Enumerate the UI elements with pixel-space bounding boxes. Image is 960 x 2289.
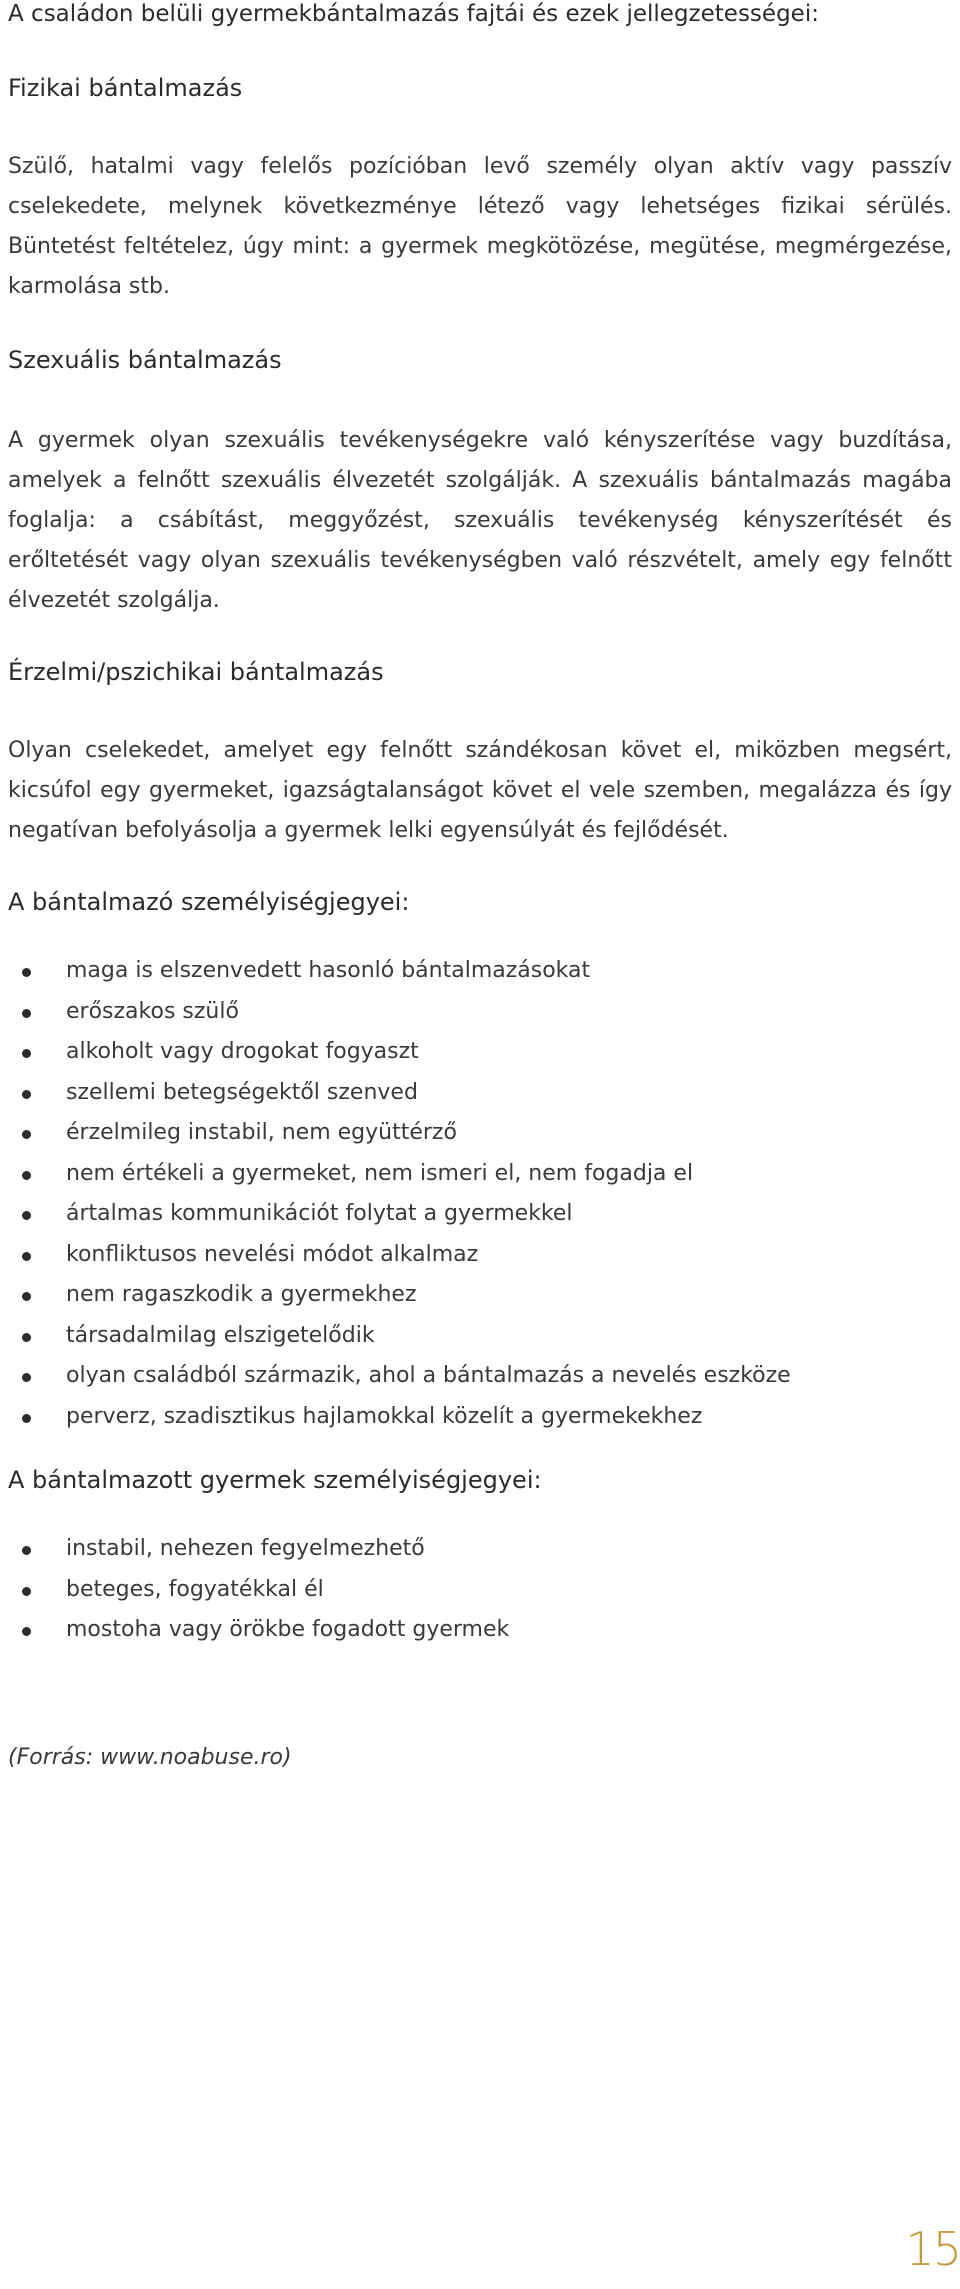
document-content — [8, 0, 952, 1773]
list-item: mostoha vagy örökbe fogadott gyermek — [8, 1610, 952, 1651]
abused-child-traits-title: A bántalmazott gyermek személyiségjegyei: — [8, 1466, 542, 1494]
section-text-physical: Szülő, hatalmi vagy felelős pozícióban levő személy olyan aktív vagy passzív cselekedete, melynek következménye létező vagy lehetséges fizikai sérülés. Büntetést feltételez, úgy mint: a gyermek megkötözése, megütése, megmérgezése, karmolása stb. — [8, 154, 952, 299]
section-title-emotional: Érzelmi/pszichikai bántalmazás — [8, 658, 384, 686]
list-item: ártalmas kommunikációt folytat a gyermekkel — [8, 1194, 952, 1235]
list-item: nem ragaszkodik a gyermekhez — [8, 1275, 952, 1316]
list-item: konfliktusos nevelési módot alkalmaz — [8, 1235, 952, 1276]
list-item: alkoholt vagy drogokat fogyaszt — [8, 1032, 952, 1073]
bullet-icon — [22, 1414, 31, 1423]
bullet-icon — [22, 1130, 31, 1139]
list-item: erőszakos szülő — [8, 992, 952, 1033]
main-title: A családon belüli gyermekbántalmazás fajtái és ezek jellegzetességei: — [8, 1, 819, 27]
list-item: érzelmileg instabil, nem együttérző — [8, 1113, 952, 1154]
list-item: szellemi betegségektől szenved — [8, 1073, 952, 1114]
list-item: beteges, fogyatékkal él — [8, 1570, 952, 1611]
bullet-icon — [22, 1292, 31, 1301]
abuser-traits-list — [8, 951, 952, 1437]
bullet-icon — [22, 1627, 31, 1636]
bullet-icon — [22, 1373, 31, 1382]
list-item: maga is elszenvedett hasonló bántalmazásokat — [8, 951, 952, 992]
bullet-icon — [22, 1333, 31, 1342]
section-title-sexual: Szexuális bántalmazás — [8, 346, 282, 374]
bullet-icon — [22, 1090, 31, 1099]
list-item: perverz, szadisztikus hajlamokkal közelít a gyermekekhez — [8, 1397, 952, 1438]
abused-child-traits-list — [8, 1529, 952, 1651]
list-item: nem értékeli a gyermeket, nem ismeri el, nem fogadja el — [8, 1154, 952, 1195]
bullet-icon — [22, 1049, 31, 1058]
bullet-icon — [22, 1587, 31, 1596]
source-citation: (Forrás: www.noabuse.ro) — [8, 1744, 292, 1770]
bullet-icon — [22, 968, 31, 977]
bullet-icon — [22, 1171, 31, 1180]
bullet-icon — [22, 1546, 31, 1555]
page-number: 15 — [905, 2222, 960, 2276]
list-item: olyan családból származik, ahol a bántalmazás a nevelés eszköze — [8, 1356, 952, 1397]
abuser-traits-title: A bántalmazó személyiségjegyei: — [8, 888, 410, 916]
bullet-icon — [22, 1211, 31, 1220]
bullet-icon — [22, 1009, 31, 1018]
section-text-emotional: Olyan cselekedet, amelyet egy felnőtt szándékosan követ el, miközben megsért, kicsúfol egy gyermeket, igazságtalanságot követ el vele szemben, megalázza és így negatívan befolyásolja a gyermek lelki egyensúlyát és fejlődését. — [8, 738, 952, 843]
list-item: társadalmilag elszigetelődik — [8, 1316, 952, 1357]
bullet-icon — [22, 1252, 31, 1261]
section-text-sexual: A gyermek olyan szexuális tevékenységekre való kényszerítése vagy buzdítása, amelyek a felnőtt szexuális élvezetét szolgálják. A szexuális bántalmazás magába foglalja: a csábítást, meggyőzést, szexuális tevékenység kényszerítését és erőltetését vagy olyan szexuális tevékenységben való részvételt, amely egy felnőtt élvezetét szolgálja. — [8, 428, 952, 613]
list-item: instabil, nehezen fegyelmezhető — [8, 1529, 952, 1570]
section-title-physical: Fizikai bántalmazás — [8, 74, 243, 102]
